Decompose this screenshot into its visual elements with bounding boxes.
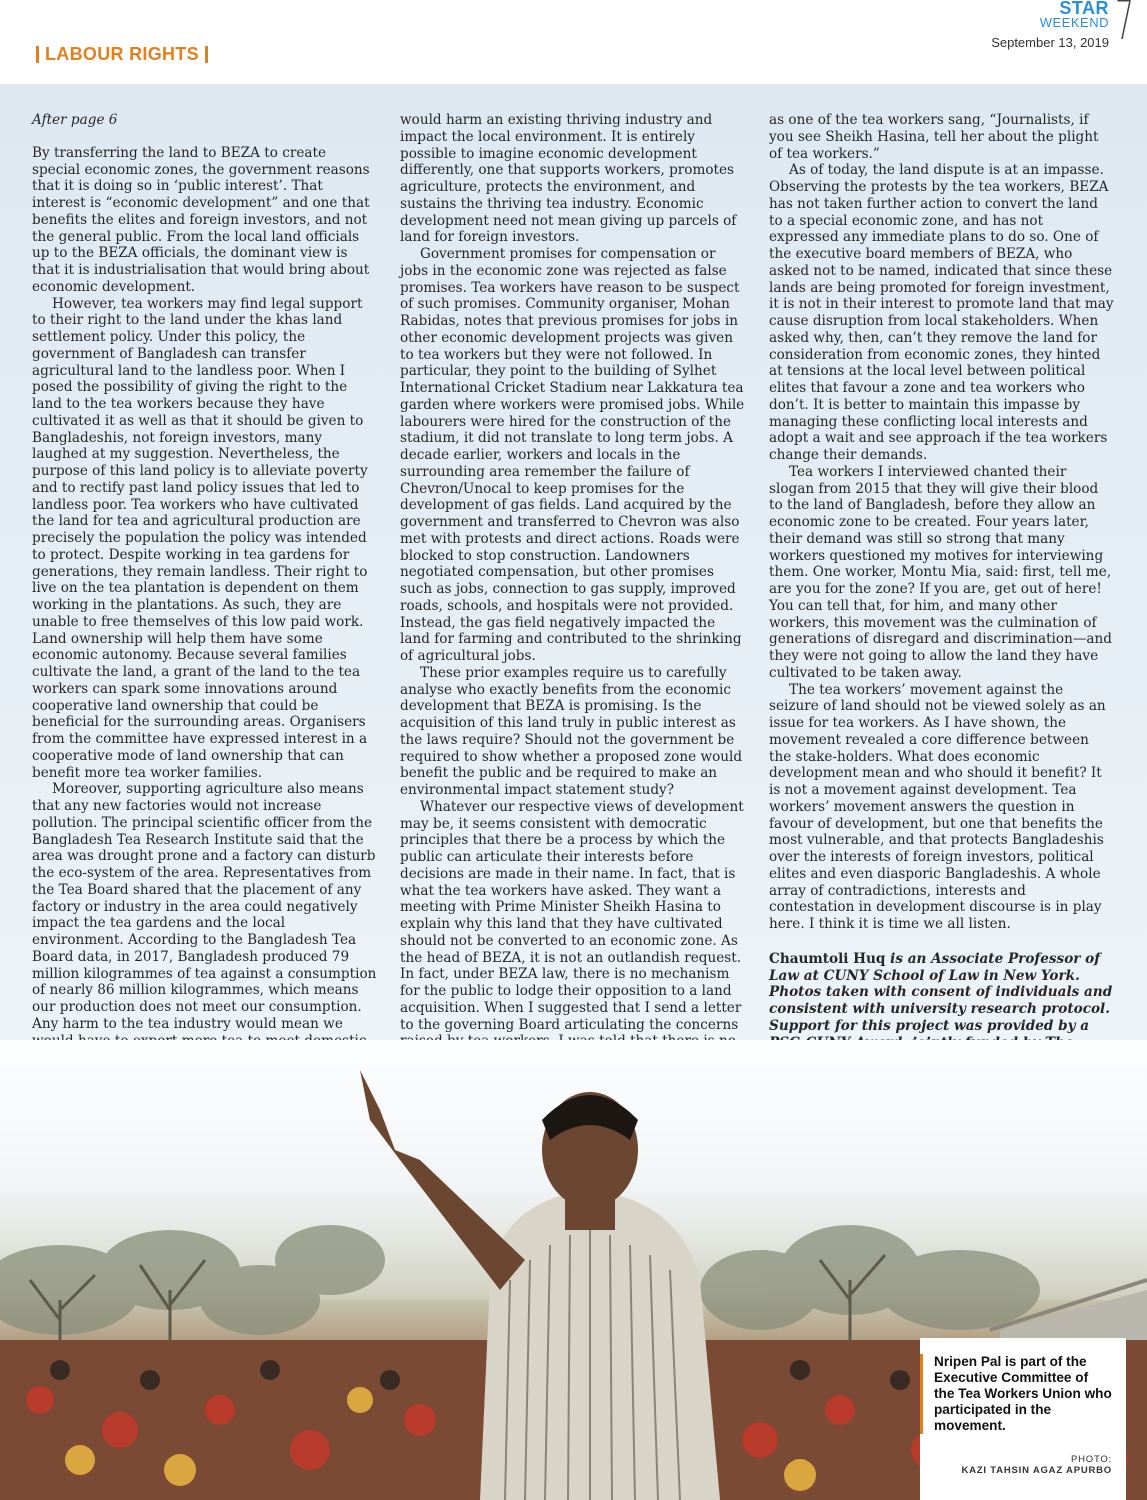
paragraph: By transferring the land to BEZA to create special economic zones, the government reasons that it is doing so in ‘public interest’. That interest is “economic development” and one that benefits the elites and foreign investors, and not the general public. From the local land officials up to the BEZA officials, the dominant view is that it is industrialisation that would bring about economic development. (32, 144, 370, 295)
continuation-note: After page 6 (32, 112, 118, 128)
paragraph: Whatever our respective views of development may be, it seems consistent with democratic principles that there be a process by which the public can articulate their interests before decisions are made in their name. In fact, that is what the tea workers have asked. They want a meeting with Prime Minister Sheikh Hasina to explain why this land that they have cultivated should not be converted to an economic zone. As the head of BEZA, it is not an outlandish request. In fact, under BEZA law, there is no mechanism for the public to lodge their opposition to a land acquisition. When I suggested that I send a letter to the governing Board articulating the concerns (400, 798, 744, 1033)
paragraph: As of today, the land dispute is at an impasse. Observing the protests by the tea workers, BEZA has not taken further action to convert the land to a special economic zone, and has not expressed any immediate plans to do so. One of the executive board members of BEZA, who asked not to be named, indicated that since these lands are being promoted for foreign investment, it is not in their interest to promote land that may cause disruption from local stakeholders. When asked why, then, can’t they remove the land for consideration from economic zones, they hinted at tensions at the local level between political elites that favour a zone and tea workers who don’t. It is better to maintain this impasse by managing these conflicting local interests and adopt a wait and see approach if the tea workers change their demands. (769, 162, 1114, 463)
section-bar-left (36, 46, 39, 63)
article-column-2 (400, 112, 746, 1084)
author-bio-text: is an Associate Professor of Law at CUNY School of Law in New York. Photos taken with consent of individuals and consistent with university research protocol. Support for this project was provided by a (769, 950, 1113, 1034)
article-column-3 (769, 112, 1115, 1102)
article-body (0, 84, 1147, 1084)
page-header (0, 0, 1147, 84)
paragraph: would harm an existing thriving industry and impact the local environment. It is entirely possible to imagine economic development differently, one that supports workers, promotes agriculture, protects the environment, and sustains the thriving tea industry. Economic development need not mean giving up parcels of land for foreign investors. (400, 112, 737, 246)
photo-credit (934, 1454, 1112, 1476)
photo-caption: Nripen Pal is part of the Executive Committee of the Tea Workers Union who participated in the movement. (920, 1354, 1112, 1434)
paragraph: Tea workers I interviewed chanted their slogan from 2015 that they will give their blood to the land of Bangladesh, before they allow an economic zone to be created. Four years later, their demand was still so strong that many workers questioned my motives for interviewing them. One worker, Montu Mia, said: first, tell me, are you for the zone? If you are, get out of here! You can tell that, for him, and many other workers, this movement was the culmination of generations of disregard and discrimination—and they were not going to allow the land they have cultivated to be taken away. (769, 463, 1112, 681)
photo-credit-label: PHOTO: (1070, 1454, 1112, 1465)
masthead (991, 0, 1137, 56)
paragraph: However, tea workers may find legal support to their right to the land under the khas land settlement policy. Under this policy, the government of Bangladesh can transfer agricultural land to the landless poor. When I posed the possibility of giving the right to the land to the tea workers because they have cultivated it as well as that it should be given to Bangladeshis, not foreign investors, many laughed at my suggestion. Nevertheless, the purpose of this land policy is to alleviate poverty and to rectify past land policy issues that led to landless poor. Tea workers who have cultivated the land for tea and agricultural production are precisely the population the policy was intended to protect. Despite working in tea gardens for generations, they remain landless. Their right to live on the tea plantation is dependent on them working in the plantations. As such, they are unable to free themselves of this low paid work. Land ownership will help them have some economic autonomy. Because several families cultivate the land, a grant of the land to the tea workers can spark some innovations around cooperative land ownership that could be beneficial for the surrounding areas. Organisers from the committee have expressed interest in a cooperative mode of land ownership that can benefit more tea worker families. (32, 295, 368, 781)
photo-caption-box (920, 1338, 1126, 1500)
masthead-star: STAR (1059, 0, 1109, 18)
paragraph: The tea workers’ movement against the seizure of land should not be viewed solely as an issue for tea workers. As I have shown, the movement revealed a core difference between the stake-holders. What does economic development mean and who should it benefit? It is not a movement against development. Tea workers’ movement answers the question in favour of development, but one that benefits the most vulnerable, and that protects Bangladeshis over the interests of foreign investors, political elites and even diasporic Bangladeshis. A whole array of contradictions, interests and contestation in development discourse is in play here. I think it is time we all listen. (769, 681, 1106, 932)
issue-date: September 13, 2019 (991, 35, 1109, 50)
section-label (30, 44, 214, 65)
section-bar-right (205, 46, 208, 63)
paragraph: Moreover, supporting agriculture also means that any new factories would not increase pollution. The principal scientific officer from the Bangladesh Tea Research Institute said that the area was drought prone and a factory can disturb the eco-system of the area. Representatives from the Tea Board shared that the placement of any factory or industry in the area could negatively impact the tea gardens and the local environment. According to the Bangladesh Tea Board data, in 2017, Bangladesh produced 79 million kilogrammes of tea against a consumption of nearly 86 million kilogrammes, which means our production does not meet our consumption. Any harm to the tea industry would mean we (32, 781, 377, 1032)
section-title: LABOUR RIGHTS (45, 44, 199, 64)
paragraph: as one of the tea workers sang, “Journalists, if you see Sheikh Hasina, tell her about the plight of tea workers.” (769, 112, 1099, 162)
page-number: 7 (1115, 0, 1134, 52)
photo-speaker (330, 1050, 750, 1500)
photo-credit-name: KAZI TAHSIN AGAZ APURBO (961, 1465, 1112, 1476)
paragraph: These prior examples require us to carefully analyse who exactly benefits from the economic development that BEZA is promising. Is the acquisition of this land truly in public interest as the laws require? Should not the government be required to show whether a proposed zone would benefit the public and be required to make an environmental impact statement study? (400, 664, 743, 798)
author-name: Chaumtoli Huq (769, 950, 886, 967)
masthead-weekend: WEEKEND (1039, 15, 1109, 30)
article-column-1 (32, 112, 378, 1083)
paragraph: Government promises for compensation or jobs in the economic zone was rejected as false promises. Tea workers have reason to be suspect of such promises. Community organiser, Mohan Rabidas, notes that previous promises for jobs in other economic development projects was given to tea workers but they were not followed. In particular, they point to the building of Sylhet International Cricket Stadium near Lakkatura tea garden where workers were promised jobs. While labourers were hired for the construction of the stadium, it did not translate to long term jobs. A decade earlier, workers and locals in the surrounding area remember the failure of Chevron/Unocal to keep promises for the development of gas fields. Land acquired by the government and transferred to Chevron was also met with protests and direct actions. Roads were blocked to stop construction. Landowners negotiated compensation, but other promises such as jobs, connection to gas supply, improved roads, schools, and hospitals were not provided. Instead, the gas field negatively impacted the land for farming and contributed to the shrinking of agricultural jobs. (400, 246, 745, 664)
